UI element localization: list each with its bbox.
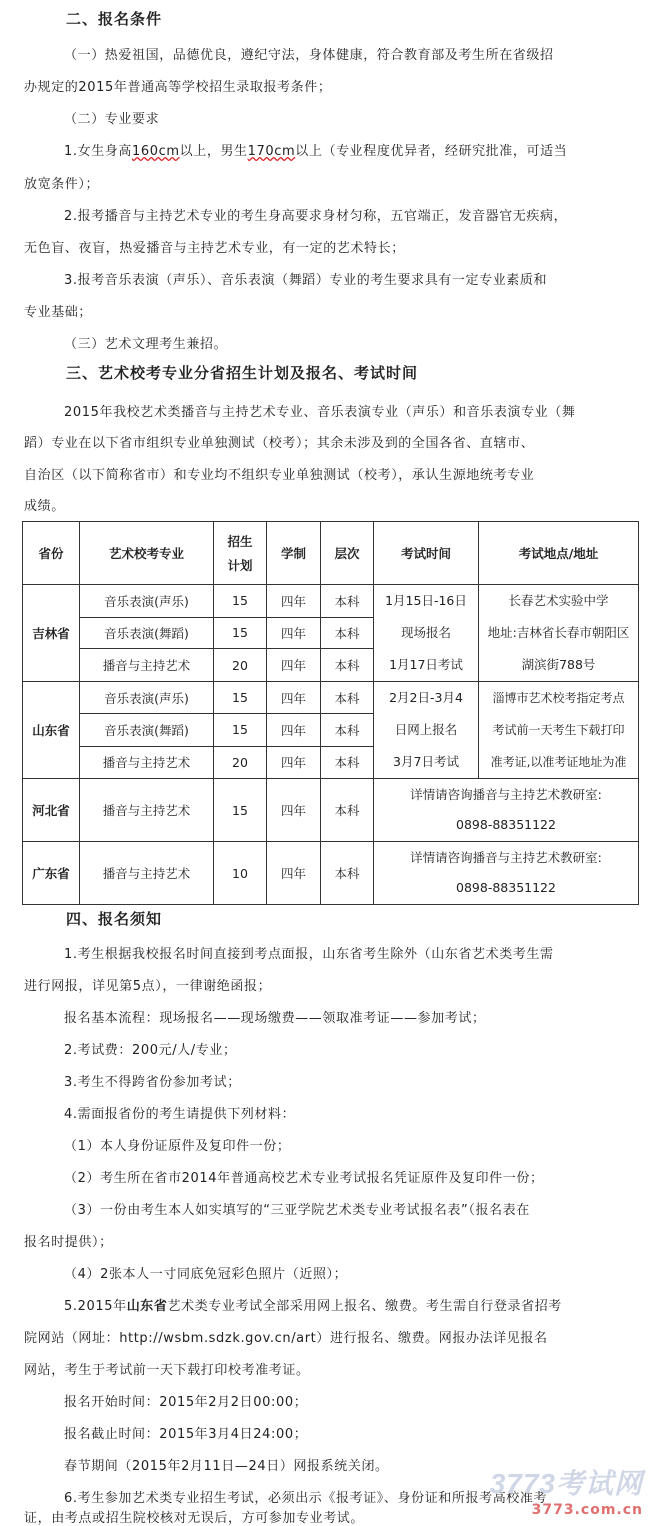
plan-cell: 15 xyxy=(214,585,267,618)
paragraph: （2）考生所在省市2014年普通高校艺术专业考试报名凭证原件及复印件一份； xyxy=(64,1171,544,1186)
duration-cell: 四年 xyxy=(267,746,321,778)
header-plan-line2: 计划 xyxy=(227,558,253,573)
paragraph: 6.考生参加艺术类专业招生考试，必须出示《报考证》、身份证和所报考高校准考 xyxy=(64,1491,548,1506)
level-cell: 本科 xyxy=(321,617,374,649)
major-cell: 音乐表演(声乐) xyxy=(80,682,214,714)
contact-cell xyxy=(374,779,639,842)
text: 5.2015年 xyxy=(64,1299,127,1314)
height-female: 160cm xyxy=(132,144,180,159)
paragraph: 报名时提供）； xyxy=(24,1235,113,1250)
paragraph: 无色盲、夜盲，热爱播音与主持艺术专业，有一定的艺术特长； xyxy=(24,241,405,256)
paragraph: 1.考生根据我校报名时间直接到考点面报，山东省考生除外（山东省艺术类考生需 xyxy=(64,947,554,962)
province-jilin: 吉林省 xyxy=(23,585,80,682)
paragraph: （一）热爱祖国，品德优良，遵纪守法，身体健康，符合教育部及考生所在省级招 xyxy=(64,48,554,63)
table-header-row xyxy=(23,522,639,585)
time-line: 1月15日-16日 xyxy=(385,593,467,608)
level-cell: 本科 xyxy=(321,714,374,746)
province-hebei: 河北省 xyxy=(23,779,80,842)
paragraph: 报名开始时间：2015年2月2日00:00； xyxy=(64,1395,308,1410)
level-cell: 本科 xyxy=(321,585,374,618)
paragraph: 2.报考播音与主持艺术专业的考生身高要求身材匀称，五官端正，发音器官无疾病， xyxy=(64,209,568,224)
duration-cell: 四年 xyxy=(267,682,321,714)
duration-cell: 四年 xyxy=(267,585,321,618)
contact-phone: 0898-88351122 xyxy=(456,817,556,832)
location-line: 湖滨街788号 xyxy=(521,657,596,672)
header-province: 省份 xyxy=(23,522,80,585)
time-line: 1月17日考试 xyxy=(389,657,463,672)
paragraph: 院网站（网址：http://wsbm.sdzk.gov.cn/art）进行报名、缴费。网报办法详见报名 xyxy=(24,1331,548,1346)
section-2-title: 二、报名条件 xyxy=(66,10,163,28)
province-guangdong: 广东省 xyxy=(23,842,80,905)
paragraph: 2015年我校艺术类播音与主持艺术专业、音乐表演专业（声乐）和音乐表演专业（舞 xyxy=(64,405,576,420)
time-line: 2月2日-3月4 xyxy=(389,690,463,705)
major-cell: 播音与主持艺术 xyxy=(80,779,214,842)
paragraph: （三）艺术文理考生兼招。 xyxy=(64,337,228,352)
header-plan xyxy=(214,522,267,585)
text: 以上（专业程度优异者，经研究批准，可适当 xyxy=(295,144,568,159)
table-row xyxy=(23,585,639,618)
time-line: 日网上报名 xyxy=(394,722,458,737)
location-cell xyxy=(479,682,639,779)
paragraph: 4.需面报省份的考生请提供下列材料： xyxy=(64,1107,296,1122)
header-plan-line1: 招生 xyxy=(227,534,253,549)
level-cell: 本科 xyxy=(321,649,374,682)
paragraph-5 xyxy=(64,1295,562,1314)
paragraph: 报名基本流程：现场报名——现场缴费——领取准考证——参加考试； xyxy=(64,1011,486,1026)
text: 艺术类专业考试全部采用网上报名、缴费。考生需自行登录省招考 xyxy=(167,1299,562,1314)
header-time: 考试时间 xyxy=(374,522,479,585)
plan-cell: 15 xyxy=(214,617,267,649)
contact-text: 详情请咨询播音与主持艺术教研室: xyxy=(410,850,602,865)
plan-cell: 15 xyxy=(214,779,267,842)
duration-cell: 四年 xyxy=(267,842,321,905)
paragraph: 证，由考点或招生院校核对无误后，方可参加专业考试。 xyxy=(24,1511,365,1526)
paragraph: 网站，考生于考试前一天下载打印校考准考证。 xyxy=(24,1363,310,1378)
plan-cell: 20 xyxy=(214,649,267,682)
level-cell: 本科 xyxy=(321,746,374,778)
duration-cell: 四年 xyxy=(267,617,321,649)
paragraph: 成绩。 xyxy=(24,499,65,514)
plan-cell: 15 xyxy=(214,714,267,746)
paragraph: 进行网报，详见第5点），一律谢绝函报； xyxy=(24,979,272,994)
paragraph: （3）一份由考生本人如实填写的“三亚学院艺术类专业考试报名表”（报名表在 xyxy=(64,1203,530,1218)
requirement-1 xyxy=(64,140,567,159)
major-cell: 播音与主持艺术 xyxy=(80,746,214,778)
time-cell xyxy=(374,682,479,779)
time-line: 现场报名 xyxy=(400,625,451,640)
paragraph: （4）2张本人一寸同底免冠彩色照片（近照）； xyxy=(64,1267,348,1282)
plan-cell: 20 xyxy=(214,746,267,778)
table-row xyxy=(23,842,639,905)
major-cell: 音乐表演(舞蹈) xyxy=(80,714,214,746)
paragraph: 办规定的2015年普通高等学校招生录取报考条件； xyxy=(24,80,332,95)
table-row xyxy=(23,779,639,842)
location-cell xyxy=(479,585,639,682)
duration-cell: 四年 xyxy=(267,714,321,746)
location-line: 考试前一天考生下载打印 xyxy=(492,723,625,737)
paragraph: 自治区（以下简称省市）和专业均不组织专业单独测试（校考），承认生源地统考专业 xyxy=(24,468,535,483)
location-line: 准考证,以准考证地址为准 xyxy=(490,755,627,769)
header-location: 考试地点/地址 xyxy=(479,522,639,585)
province-shandong: 山东省 xyxy=(23,682,80,779)
watermark xyxy=(490,1462,643,1518)
contact-text: 详情请咨询播音与主持艺术教研室: xyxy=(410,787,602,802)
major-cell: 音乐表演(声乐) xyxy=(80,585,214,618)
watermark-title: 3773考试网 xyxy=(489,1468,643,1499)
location-line: 淄博市艺术校考指定考点 xyxy=(492,691,625,705)
paragraph: 专业基础； xyxy=(24,305,93,320)
major-cell: 音乐表演(舞蹈) xyxy=(80,617,214,649)
plan-cell: 10 xyxy=(214,842,267,905)
paragraph: 春节期间（2015年2月11日—24日）网报系统关闭。 xyxy=(64,1459,389,1474)
level-cell: 本科 xyxy=(321,842,374,905)
time-cell xyxy=(374,585,479,682)
paragraph: 蹈）专业在以下省市组织专业单独测试（校考）；其余未涉及到的全国各省、直辖市、 xyxy=(24,436,535,451)
time-line: 3月7日考试 xyxy=(393,754,459,769)
header-level: 层次 xyxy=(321,522,374,585)
section-4-title: 四、报名须知 xyxy=(66,910,163,928)
duration-cell: 四年 xyxy=(267,779,321,842)
level-cell: 本科 xyxy=(321,682,374,714)
major-cell: 播音与主持艺术 xyxy=(80,649,214,682)
text: 以上，男生 xyxy=(179,144,248,159)
text: 1.女生身高 xyxy=(64,144,133,159)
table-row xyxy=(23,682,639,714)
contact-cell xyxy=(374,842,639,905)
level-cell: 本科 xyxy=(321,779,374,842)
paragraph: 放宽条件）； xyxy=(24,177,100,192)
enrollment-table xyxy=(22,521,639,905)
height-male: 170cm xyxy=(247,144,296,159)
paragraph: （1）本人身份证原件及复印件一份； xyxy=(64,1139,291,1154)
header-major: 艺术校考专业 xyxy=(80,522,214,585)
paragraph: （二）专业要求 xyxy=(64,112,160,127)
major-cell: 播音与主持艺术 xyxy=(80,842,214,905)
header-duration: 学制 xyxy=(267,522,321,585)
highlight-province: 山东省 xyxy=(126,1299,168,1314)
watermark-url: 3773.com.cn xyxy=(531,1502,643,1518)
paragraph: 报名截止时间：2015年3月4日24:00； xyxy=(64,1427,308,1442)
contact-phone: 0898-88351122 xyxy=(456,880,556,895)
paragraph: 3.报考音乐表演（声乐）、音乐表演（舞蹈）专业的考生要求具有一定专业素质和 xyxy=(64,273,548,288)
section-3-title: 三、艺术校考专业分省招生计划及报名、考试时间 xyxy=(66,364,419,382)
plan-cell: 15 xyxy=(214,682,267,714)
paragraph: 2.考试费：200元/人/专业； xyxy=(64,1043,237,1058)
location-line: 地址:吉林省长春市朝阳区 xyxy=(487,625,630,640)
paragraph: 3.考生不得跨省份参加考试； xyxy=(64,1075,241,1090)
duration-cell: 四年 xyxy=(267,649,321,682)
location-line: 长春艺术实验中学 xyxy=(508,593,609,608)
